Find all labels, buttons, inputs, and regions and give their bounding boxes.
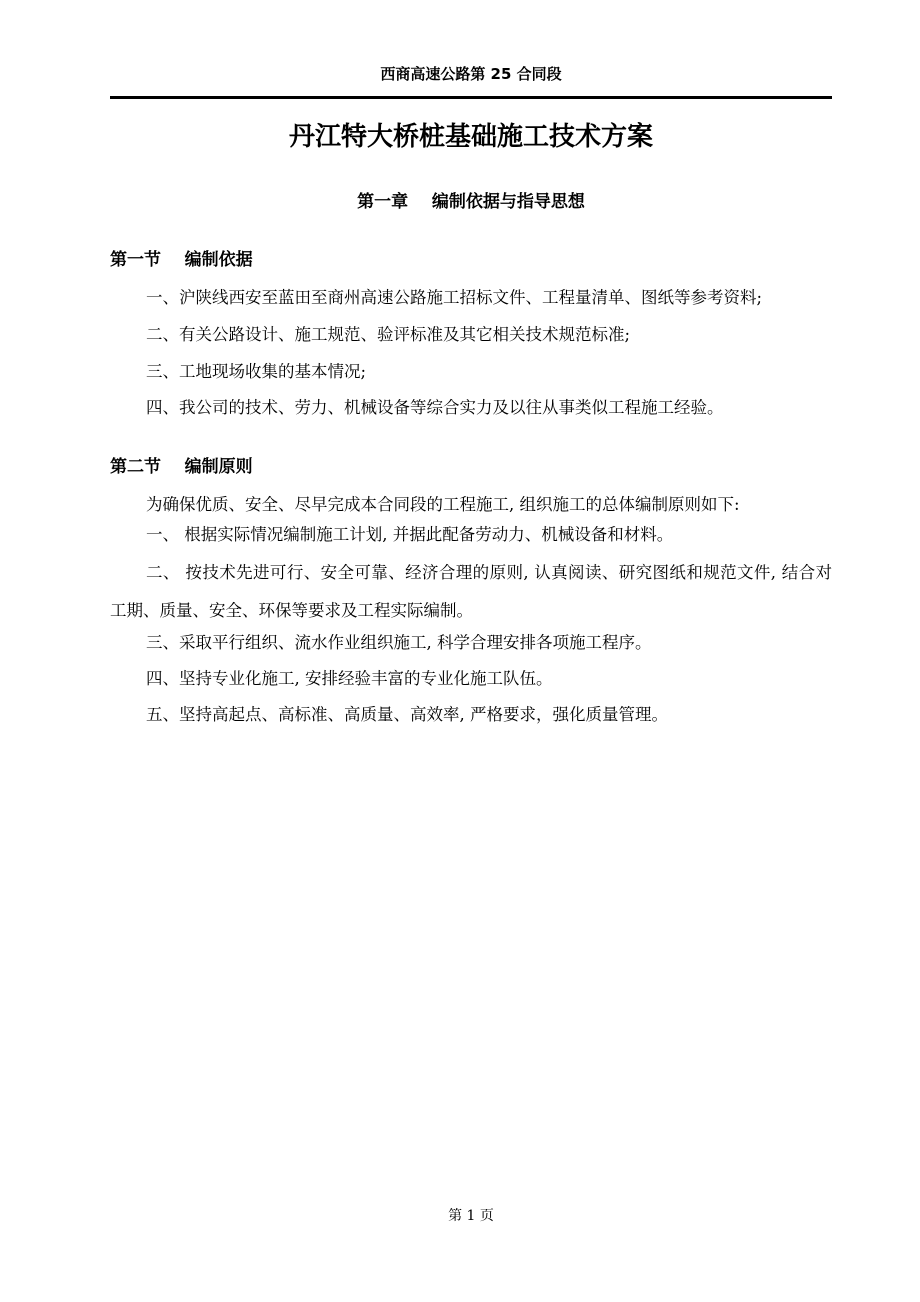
section-heading-basis: 第一节 编制依据 <box>110 250 253 270</box>
principle-item-5: 五、坚持高起点、高标准、高质量、高效率, 严格要求，强化质量管理。 <box>146 705 668 724</box>
chapter-title: 第一章 编制依据与指导思想 <box>357 192 585 212</box>
basis-item-2: 二、有关公路设计、施工规范、验评标准及其它相关技术规范标准; <box>146 325 631 344</box>
principle-item-1: 一、 根据实际情况编制施工计划, 并据此配备劳动力、机械设备和材料。 <box>146 525 674 544</box>
running-header: 西商高速公路第 25 合同段 <box>380 65 562 83</box>
principles-intro: 为确保优质、安全、尽早完成本合同段的工程施工, 组织施工的总体编制原则如下: <box>146 495 740 514</box>
page-number: 第 1 页 <box>448 1208 494 1224</box>
principle-item-3: 三、采取平行组织、流水作业组织施工, 科学合理安排各项施工程序。 <box>146 633 652 652</box>
document-title: 丹江特大桥桩基础施工技术方案 <box>288 122 653 152</box>
basis-item-1: 一、沪陕线西安至蓝田至商州高速公路施工招标文件、工程量清单、图纸等参考资料; <box>146 288 763 307</box>
principle-item-4: 四、坚持专业化施工, 安排经验丰富的专业化施工队伍。 <box>146 669 553 688</box>
basis-item-3: 三、工地现场收集的基本情况; <box>146 362 367 381</box>
principle-item-2: 二、 按技术先进可行、安全可靠、经济合理的原则, 认真阅读、研究图纸和规范文件, 结合对工期、质量、安全、环保等要求及工程实际编制。 <box>110 563 832 620</box>
section-heading-principles: 第二节 编制原则 <box>110 457 253 477</box>
header-rule <box>110 96 832 99</box>
basis-item-4: 四、我公司的技术、劳力、机械设备等综合实力及以往从事类似工程施工经验。 <box>146 398 724 417</box>
